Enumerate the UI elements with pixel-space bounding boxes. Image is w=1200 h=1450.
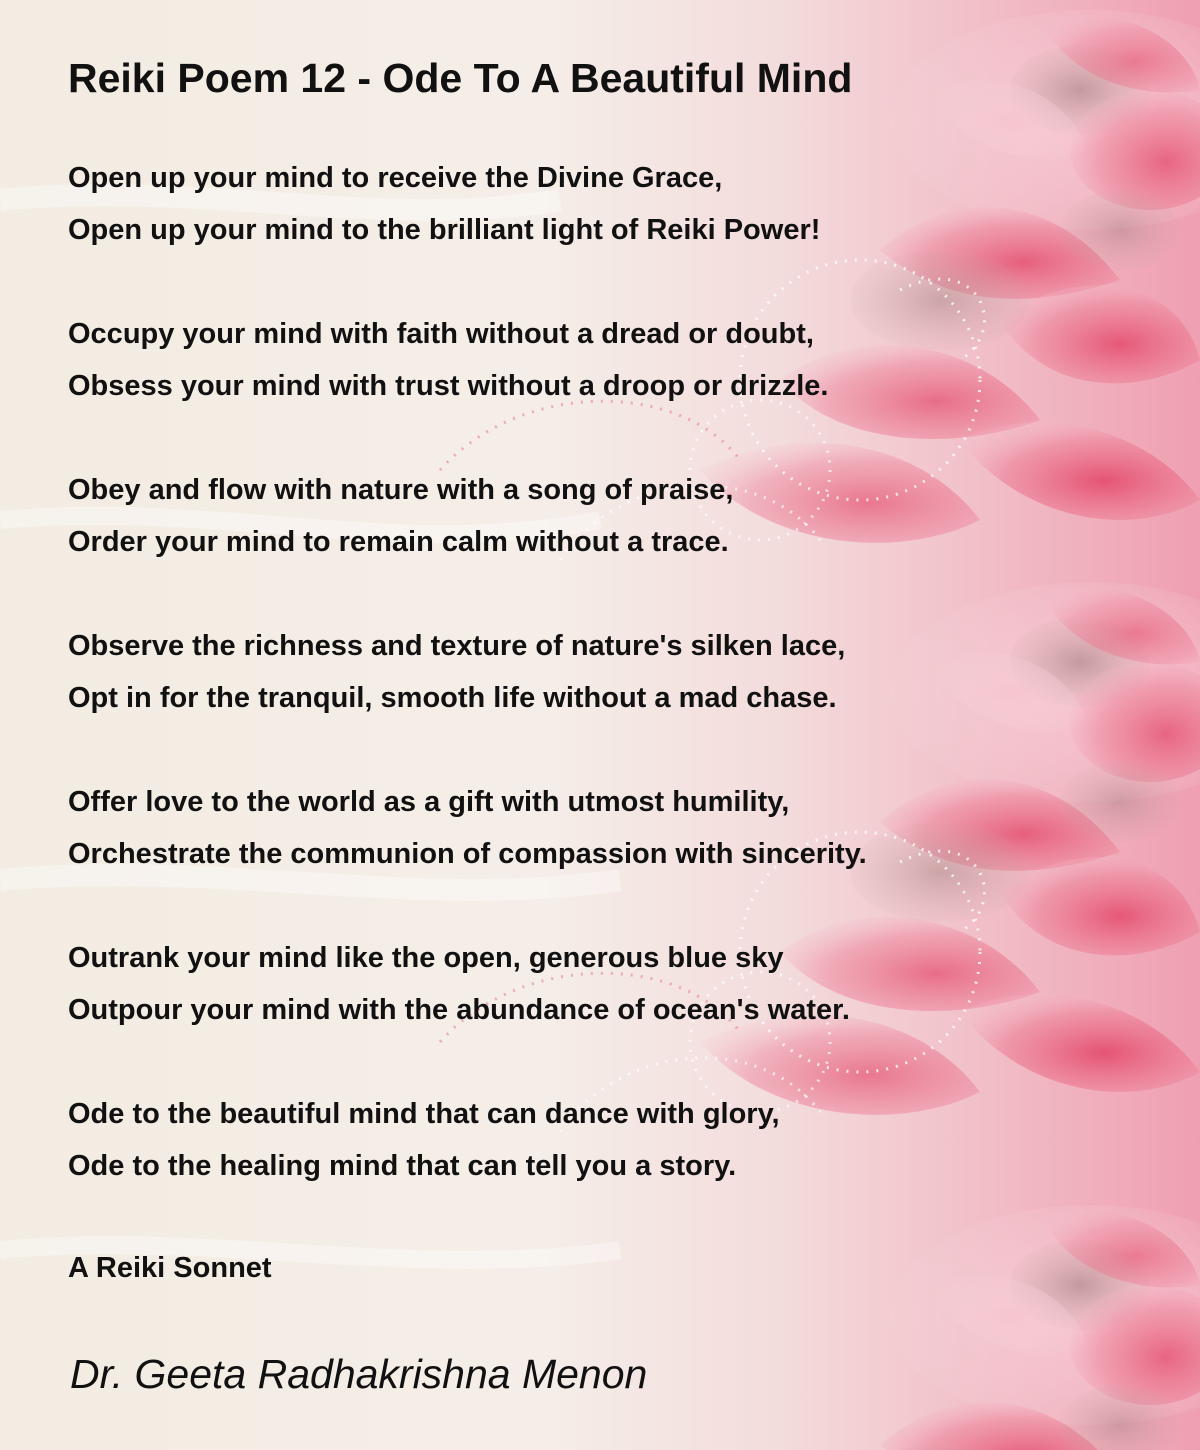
stanza [68, 1088, 1168, 1192]
poem-line: Open up your mind to the brilliant light of Reiki Power! [68, 214, 821, 246]
poem-line: Outrank your mind like the open, generous blue sky [68, 942, 784, 974]
poem-line: Outpour your mind with the abundance of ocean's water. [68, 994, 850, 1026]
poem-author: Dr. Geeta Radhakrishna Menon [70, 1351, 648, 1397]
poem-body [68, 152, 1168, 1244]
stanza [68, 932, 1168, 1036]
poem-line: Obsess your mind with trust without a droop or drizzle. [68, 370, 829, 402]
stanza [68, 464, 1168, 568]
poem-line: Observe the richness and texture of nature's silken lace, [68, 630, 846, 662]
poem-line: Opt in for the tranquil, smooth life without a mad chase. [68, 682, 837, 714]
poem-line: Ode to the beautiful mind that can dance with glory, [68, 1098, 780, 1130]
poem-line: Orchestrate the communion of compassion with sincerity. [68, 838, 867, 870]
stanza [68, 308, 1168, 412]
poem-line: Order your mind to remain calm without a trace. [68, 526, 729, 558]
poem-line: Occupy your mind with faith without a dread or doubt, [68, 318, 814, 350]
poem-subtitle: A Reiki Sonnet [68, 1252, 272, 1284]
poem-line: Offer love to the world as a gift with utmost humility, [68, 786, 790, 818]
poem-line: Ode to the healing mind that can tell you a story. [68, 1150, 737, 1182]
poem-line: Open up your mind to receive the Divine Grace, [68, 162, 723, 194]
stanza [68, 152, 1168, 256]
poem-title: Reiki Poem 12 - Ode To A Beautiful Mind [68, 55, 853, 101]
poem-line: Obey and flow with nature with a song of praise, [68, 474, 734, 506]
stanza [68, 620, 1168, 724]
stanza [68, 776, 1168, 880]
